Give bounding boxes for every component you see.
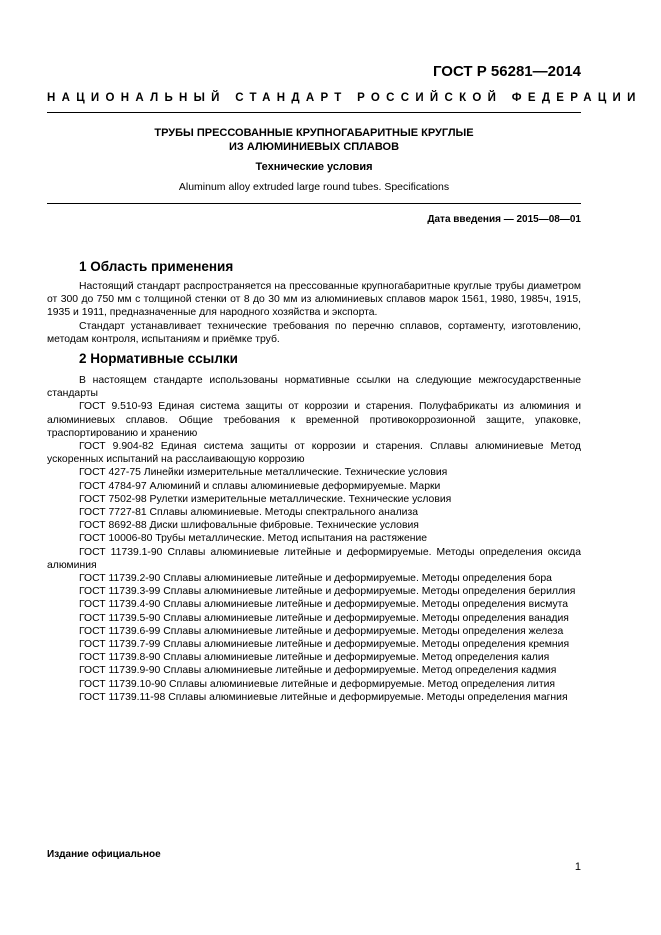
national-standard-banner: НАЦИОНАЛЬНЫЙ СТАНДАРТ РОССИЙСКОЙ ФЕДЕРАЦИИ bbox=[47, 92, 642, 104]
paragraph: В настоящем стандарте использованы нормативные ссылки на следующие межгосударственные стандарты bbox=[47, 375, 581, 400]
official-edition-label: Издание официальное bbox=[47, 849, 161, 860]
reference-item: ГОСТ 11739.11-98 Сплавы алюминиевые литейные и деформируемые. Методы определения магния bbox=[79, 691, 568, 703]
document-title bbox=[47, 126, 581, 154]
reference-item: ГОСТ 11739.2-90 Сплавы алюминиевые литейные и деформируемые. Методы определения бора bbox=[79, 573, 552, 585]
reference-item: ГОСТ 11739.3-99 Сплавы алюминиевые литейные и деформируемые. Методы определения бериллия bbox=[79, 586, 576, 598]
reference-item: ГОСТ 11739.1-90 Сплавы алюминиевые литейные и деформируемые. Методы определения оксида алюминия bbox=[47, 546, 581, 571]
section-1-heading: 1 Область применения bbox=[79, 259, 234, 274]
section-1-body bbox=[47, 280, 581, 346]
reference-item: ГОСТ 9.510-93 Единая система защиты от коррозии и старения. Полуфабрикаты из алюминия и алюминиевых сплавов. Общие требования к временной противокоррозионной защите, упаковке, траспортированию и хранению bbox=[47, 401, 581, 439]
reference-item: ГОСТ 11739.6-99 Сплавы алюминиевые литейные и деформируемые. Методы определения железа bbox=[79, 625, 564, 637]
reference-item: ГОСТ 4784-97 Алюминий и сплавы алюминиевые деформируемые. Марки bbox=[79, 480, 441, 492]
title-line-1: ТРУБЫ ПРЕССОВАННЫЕ КРУПНОГАБАРИТНЫЕ КРУГЛЫЕ bbox=[154, 127, 474, 139]
introduction-date: Дата введения — 2015—08—01 bbox=[427, 214, 581, 225]
document-subtitle: Технические условия bbox=[255, 161, 373, 173]
paragraph: Стандарт устанавливает технические требования по перечню сплавов, сортаменту, изготовлению, методам контроля, испытаниям и приёмке труб. bbox=[47, 320, 581, 345]
reference-item: ГОСТ 11739.10-90 Сплавы алюминиевые литейные и деформируемые. Метод определения лития bbox=[79, 678, 556, 690]
reference-item: ГОСТ 10006-80 Трубы металлические. Метод испытания на растяжение bbox=[79, 533, 428, 545]
reference-item: ГОСТ 11739.7-99 Сплавы алюминиевые литейные и деформируемые. Методы определения кремния bbox=[79, 639, 570, 651]
reference-item: ГОСТ 11739.8-90 Сплавы алюминиевые литейные и деформируемые. Метод определения калия bbox=[79, 652, 550, 664]
reference-item: ГОСТ 11739.5-90 Сплавы алюминиевые литейные и деформируемые. Методы определения ванадия bbox=[79, 612, 569, 624]
page-number: 1 bbox=[574, 861, 581, 873]
title-divider bbox=[47, 203, 581, 204]
reference-item: ГОСТ 9.904-82 Единая система защиты от коррозии и старения. Сплавы алюминиевые Метод ускоренных испытаний на расслаивающую коррозию bbox=[47, 441, 581, 466]
reference-item: ГОСТ 7727-81 Сплавы алюминиевые. Методы спектрального анализа bbox=[79, 507, 419, 519]
section-2-body bbox=[47, 374, 581, 704]
document-code: ГОСТ Р 56281—2014 bbox=[432, 63, 581, 80]
reference-item: ГОСТ 11739.4-90 Сплавы алюминиевые литейные и деформируемые. Методы определения висмута bbox=[79, 599, 569, 611]
reference-item: ГОСТ 427-75 Линейки измерительные металлические. Технические условия bbox=[79, 467, 448, 479]
reference-item: ГОСТ 11739.9-90 Сплавы алюминиевые литейные и деформируемые. Метод определения кадмия bbox=[79, 665, 557, 677]
paragraph: Настоящий стандарт распространяется на прессованные крупногабаритные круглые трубы диаметром от 300 до 750 мм с толщиной стенки от 8 до 30 мм из алюминиевых сплавов марок 1561, 1980, 1985ч, 1915, 1935 и 1911, предназначенные для народного хозяйства и экспорта. bbox=[47, 281, 581, 319]
english-title: Aluminum alloy extruded large round tubes. Specifications bbox=[178, 181, 450, 193]
section-2-heading: 2 Нормативные ссылки bbox=[79, 351, 238, 366]
title-line-2: ИЗ АЛЮМИНИЕВЫХ СПЛАВОВ bbox=[228, 141, 400, 153]
header-divider bbox=[47, 112, 581, 113]
reference-item: ГОСТ 7502-98 Рулетки измерительные металлические. Технические условия bbox=[79, 493, 452, 505]
reference-item: ГОСТ 8692-88 Диски шлифовальные фибровые. Технические условия bbox=[79, 520, 419, 532]
